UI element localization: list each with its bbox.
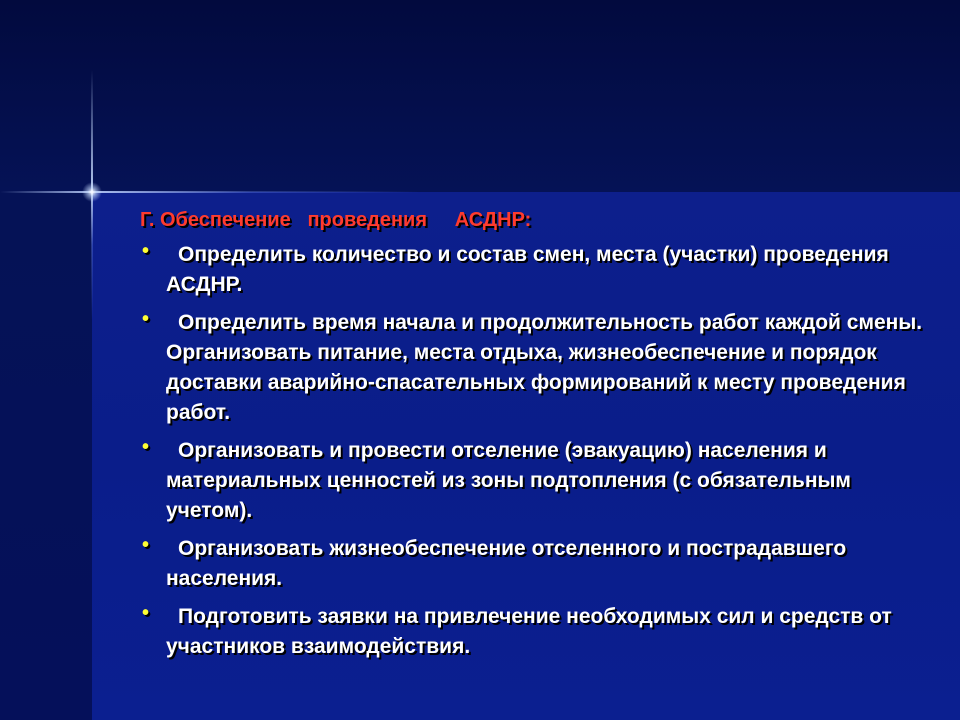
list-item-text: Подготовить заявки на привлечение необходимых сил и средств от участников взаимодействия.: [166, 605, 892, 658]
slide-content: [140, 206, 940, 670]
light-flare-star-icon: [82, 182, 102, 202]
list-item: [140, 602, 940, 662]
list-item-text: Организовать и провести отселение (эвакуацию) населения и материальных ценностей из зоны подтопления (с обязательным учетом).: [166, 439, 851, 522]
slide-heading: Г. Обеспечение проведения АСДНР:: [140, 209, 532, 231]
light-flare-horizontal: [0, 191, 420, 193]
list-item-text: Определить время начала и продолжительность работ каждой смены. Организовать питание, места отдыха, жизнеобеспечение и порядок доставки аварийно-спасательных формирований к месту проведения работ.: [166, 311, 923, 424]
background-top-band: [0, 0, 960, 192]
bullet-icon: •: [142, 308, 150, 330]
list-item-text: Организовать жизнеобеспечение отселенного и пострадавшего населения.: [166, 537, 847, 590]
background-left-band: [0, 192, 92, 720]
bullet-icon: •: [142, 240, 150, 262]
list-item-text: Определить количество и состав смен, места (участки) проведения АСДНР.: [166, 243, 889, 296]
list-item: [140, 534, 940, 594]
bullet-icon: •: [142, 436, 150, 458]
list-item: [140, 308, 940, 428]
list-item: [140, 436, 940, 526]
list-item: [140, 240, 940, 300]
bullet-icon: •: [142, 534, 150, 556]
bullet-list: [140, 240, 940, 662]
bullet-icon: •: [142, 602, 150, 624]
